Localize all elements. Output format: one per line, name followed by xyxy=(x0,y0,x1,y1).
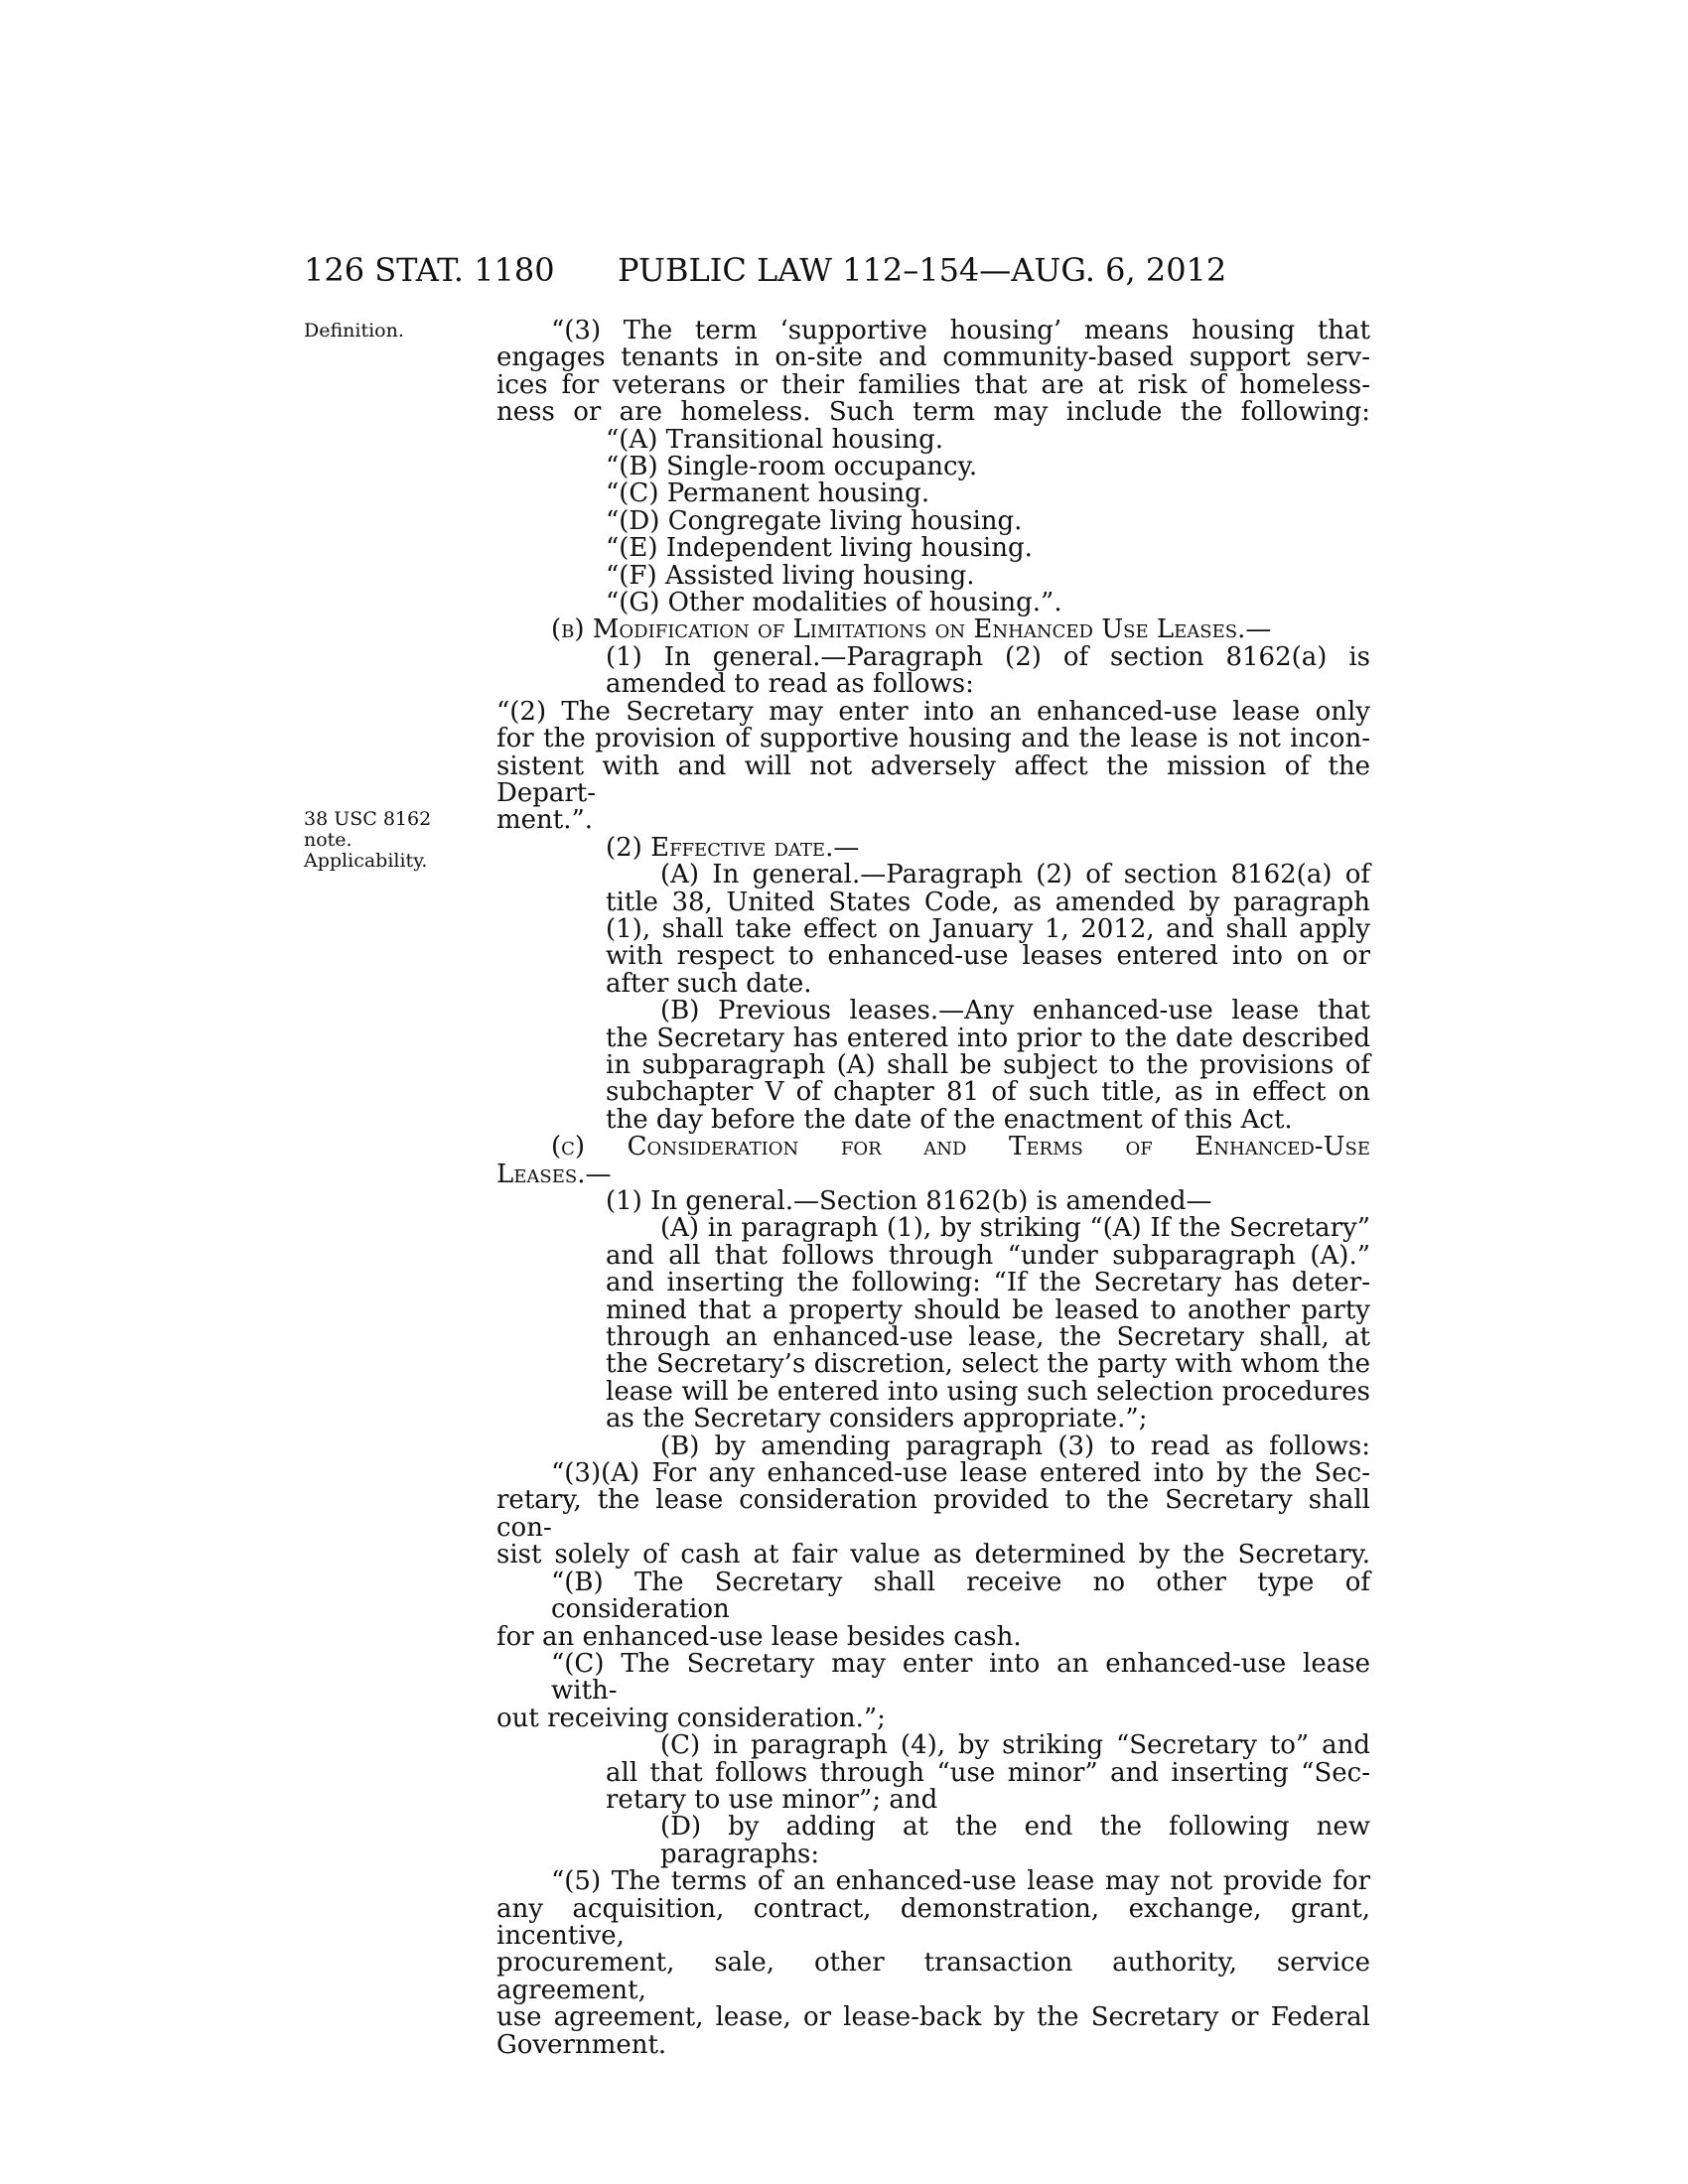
text-line: “(D) Congregate living housing. xyxy=(606,505,1023,536)
section-heading: (c) Consideration for and Terms of Enhanced-Use xyxy=(551,1132,1370,1162)
text-line: any acquisition, contract, demonstration, exchange, grant, incentive, xyxy=(496,1893,1370,1951)
text-line: Government. xyxy=(496,2029,667,2060)
text-line: ment.”. xyxy=(496,805,594,836)
section-heading-continued: Leases.— xyxy=(496,1159,612,1189)
text-line: “(C) Permanent housing. xyxy=(606,478,930,509)
text-line: (1) In general.—Section 8162(b) is amended— xyxy=(606,1186,1212,1216)
text-line: (D) by adding at the end the following new paragraphs: xyxy=(660,1812,1370,1869)
text-line: (A) in paragraph (1), by striking “(A) If the Secretary” xyxy=(660,1213,1370,1244)
text-line: retary to use minor”; and xyxy=(606,1784,938,1815)
text-line: “(E) Independent living housing. xyxy=(606,533,1033,564)
text-line: the day before the date of the enactment of this Act. xyxy=(606,1104,1293,1135)
text-line: for the provision of supportive housing and the lease is not incon- xyxy=(496,724,1370,754)
text-line: “(F) Assisted living housing. xyxy=(606,560,975,591)
text-line: through an enhanced-use lease, the Secretary shall, at xyxy=(606,1322,1370,1353)
text-line: for an enhanced-use lease besides cash. xyxy=(496,1621,1022,1652)
statute-page-number: 126 STAT. 1180 xyxy=(304,251,555,289)
text-line: “(B) Single-room occupancy. xyxy=(606,452,978,482)
text-line: “(3) The term ‘supportive housing’ means housing that xyxy=(551,316,1370,345)
text-line: the Secretary’s discretion, select the party with whom the xyxy=(606,1349,1370,1380)
public-law-title: PUBLIC LAW 112–154—AUG. 6, 2012 xyxy=(618,251,1227,289)
text-line: ices for veterans or their families that are at risk of homeless- xyxy=(496,369,1370,400)
text-line: amended to read as follows: xyxy=(606,669,974,700)
text-line: in subparagraph (A) shall be subject to the provisions of xyxy=(606,1049,1370,1080)
margin-note-citation-note: note. xyxy=(304,829,352,851)
text-line: (1) In general.—Paragraph (2) of section 8162(a) is xyxy=(606,641,1370,672)
margin-note-applicability: Applicability. xyxy=(304,850,428,872)
text-line: (A) In general.—Paragraph (2) of section 8162(a) of xyxy=(660,860,1370,890)
text-line: sist solely of cash at fair value as determined by the Secretary. xyxy=(496,1540,1370,1570)
paragraph-heading: (2) Effective date.— xyxy=(606,832,860,863)
text-line: (C) in paragraph (4), by striking “Secretary to” and xyxy=(660,1730,1370,1761)
text-line: procurement, sale, other transaction authority, service agreement, xyxy=(496,1948,1370,2005)
text-line: lease will be entered into using such selection procedures xyxy=(606,1376,1370,1407)
text-line: retary, the lease consideration provided to the Secretary shall con- xyxy=(496,1485,1370,1543)
text-line: (1), shall take effect on January 1, 2012, and shall apply xyxy=(606,913,1370,944)
text-line: “(5) The terms of an enhanced-use lease may not provide for xyxy=(551,1866,1370,1897)
text-line: subchapter V of chapter 81 of such title, as in effect on xyxy=(606,1077,1370,1108)
text-line: after such date. xyxy=(606,968,812,999)
text-line: with respect to enhanced-use leases entered into on or xyxy=(606,941,1370,972)
text-line: “(C) The Secretary may enter into an enhanced-use lease with- xyxy=(551,1648,1370,1706)
text-line: as the Secretary considers appropriate.”; xyxy=(606,1404,1148,1434)
text-line: out receiving consideration.”; xyxy=(496,1703,886,1733)
text-line: and inserting the following: “If the Secretary has deter- xyxy=(606,1268,1370,1298)
text-line: all that follows through “use minor” and inserting “Sec- xyxy=(606,1757,1370,1788)
text-line: mined that a property should be leased to another party xyxy=(606,1295,1370,1325)
margin-note-citation: 38 USC 8162 xyxy=(304,808,432,830)
text-line: sistent with and will not adversely affect the mission of the Depart- xyxy=(496,751,1370,808)
text-line: engages tenants in on-site and community-based support serv- xyxy=(496,342,1370,373)
text-line: “(B) The Secretary shall receive no other type of consideration xyxy=(551,1567,1370,1625)
text-line: “(3)(A) For any enhanced-use lease entered into by the Sec- xyxy=(551,1458,1370,1489)
text-line: ness or are homeless. Such term may include the following: xyxy=(496,397,1370,428)
text-line: (B) by amending paragraph (3) to read as follows: xyxy=(660,1431,1370,1461)
margin-note-definition: Definition. xyxy=(304,320,404,341)
text-line: “(2) The Secretary may enter into an enhanced-use lease only xyxy=(496,696,1370,727)
text-line: use agreement, lease, or lease-back by the Secretary or Federal xyxy=(496,2002,1370,2033)
text-line: the Secretary has entered into prior to the date described xyxy=(606,1023,1370,1053)
text-line: “(G) Other modalities of housing.”. xyxy=(606,588,1062,618)
section-heading: (b) Modification of Limitations on Enhanced Use Leases.— xyxy=(551,614,1272,645)
text-line: title 38, United States Code, as amended by paragraph xyxy=(606,887,1370,917)
text-line: (B) Previous leases.—Any enhanced-use lease that xyxy=(660,996,1370,1026)
text-line: “(A) Transitional housing. xyxy=(606,424,943,455)
text-line: and all that follows through “under subparagraph (A).” xyxy=(606,1240,1370,1271)
statute-text xyxy=(496,318,1370,2059)
